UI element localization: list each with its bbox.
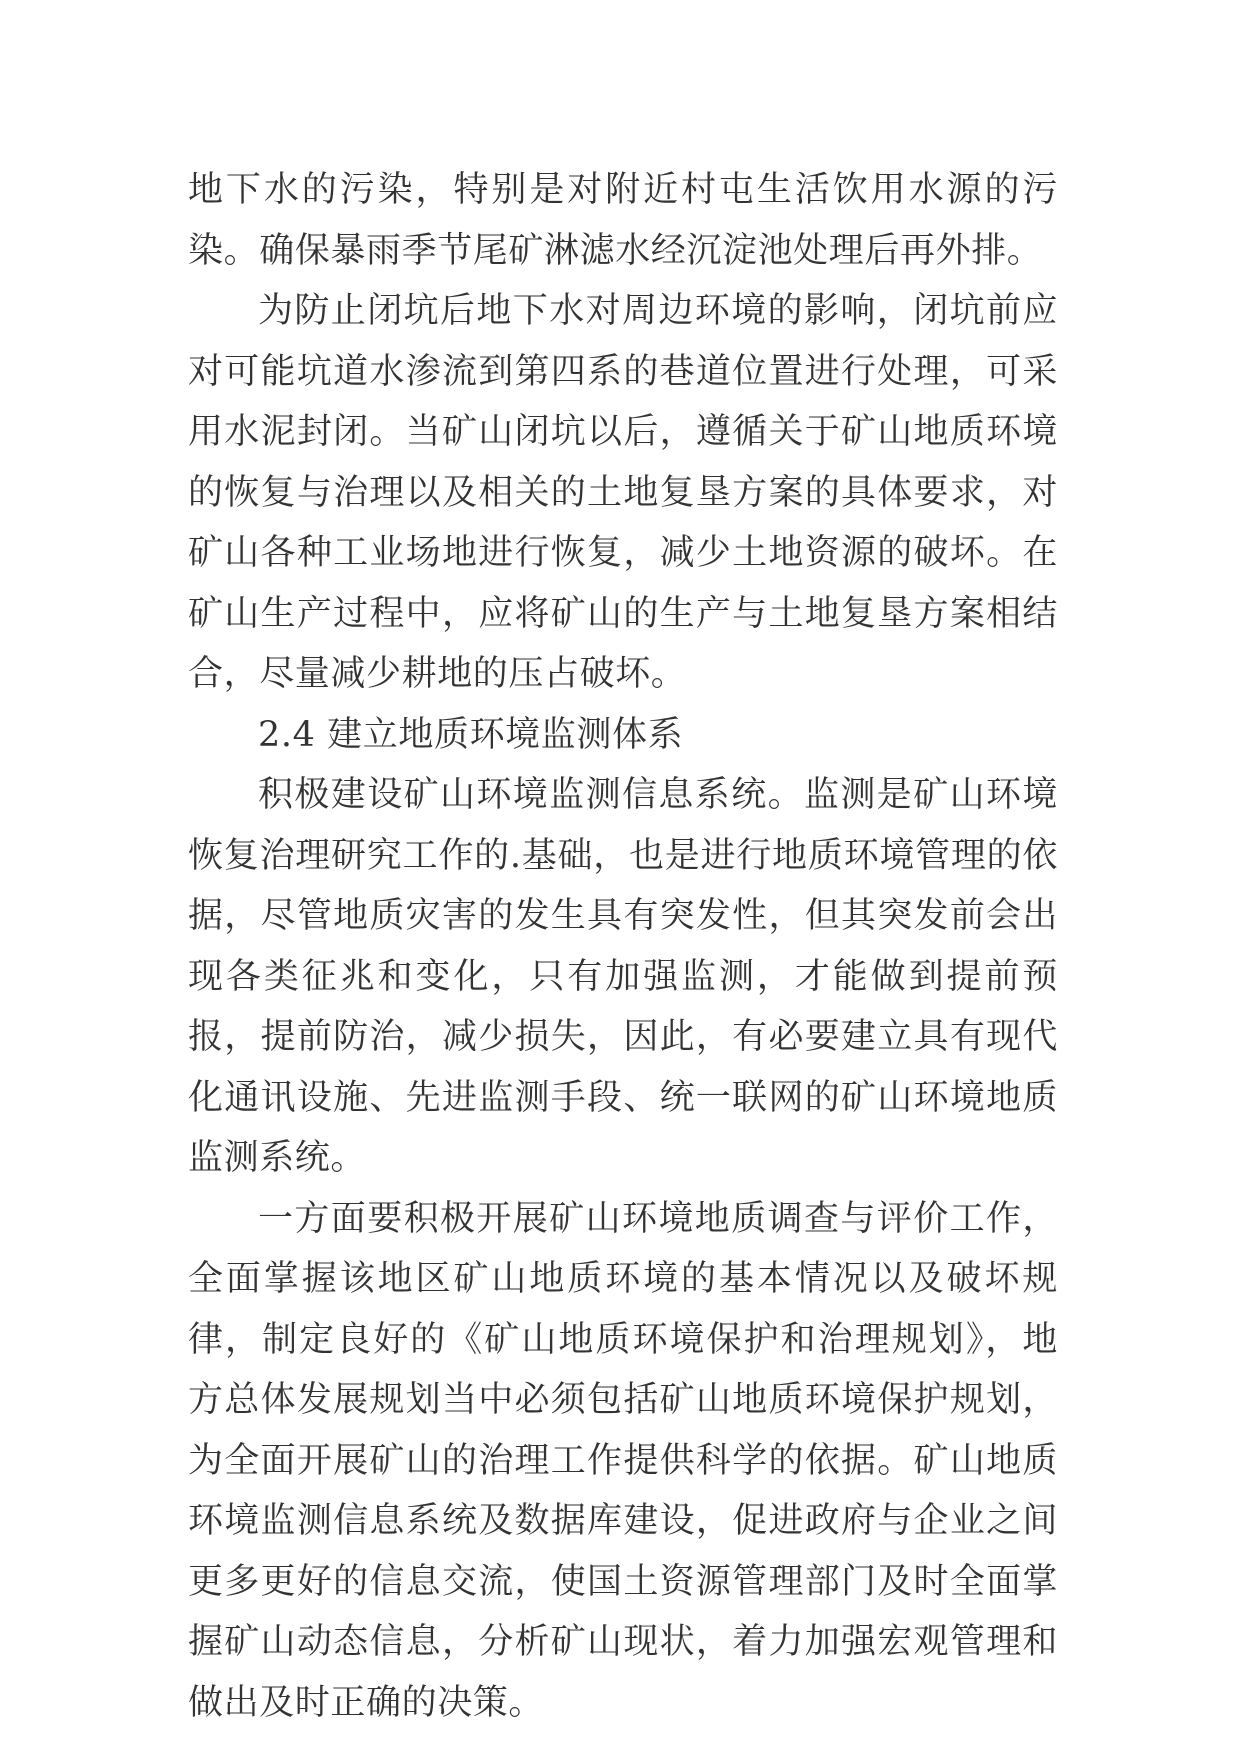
paragraph-survey-evaluation: 一方面要积极开展矿山环境地质调查与评价工作，全面掌握该地区矿山地质环境的基本情况以及破坏规律，制定良好的《矿山地质环境保护和治理规划》，地方总体发展规划当中必须包括矿山地质环境保护规划，为全面开展矿山的治理工作提供科学的依据。矿山地质环境监测信息系统及数据库建设，促进政府与企业之间更多更好的信息交流，使国土资源管理部门及时全面掌握矿山动态信息，分析矿山现状，着力加强宏观管理和做出及时正确的决策。 xyxy=(188,1198,1058,1723)
paragraph-groundwater-pollution: 地下水的污染，特别是对附近村屯生活饮用水源的污染。确保暴雨季节尾矿淋滤水经沉淀池处理后再外排。 xyxy=(188,170,1058,271)
document-body xyxy=(188,160,1058,1733)
paragraph-monitoring-system: 积极建设矿山环境监测信息系统。监测是矿山环境恢复治理研究工作的.基础，也是进行地质环境管理的依据，尽管地质灾害的发生具有突发性，但其突发前会出现各类征兆和变化，只有加强监测，才能做到提前预报，提前防治，减少损失，因此，有必要建立具有现代化通讯设施、先进监测手段、统一联网的矿山环境地质监测系统。 xyxy=(188,775,1058,1178)
paragraph-closure-treatment: 为防止闭坑后地下水对周边环境的影响，闭坑前应对可能坑道水渗流到第四系的巷道位置进行处理，可采用水泥封闭。当矿山闭坑以后，遵循关于矿山地质环境的恢复与治理以及相关的土地复垦方案的具体要求，对矿山各种工业场地进行恢复，减少土地资源的破坏。在矿山生产过程中，应将矿山的生产与土地复垦方案相结合，尽量减少耕地的压占破坏。 xyxy=(188,291,1058,694)
section-heading: 2.4 建立地质环境监测体系 xyxy=(258,714,684,755)
